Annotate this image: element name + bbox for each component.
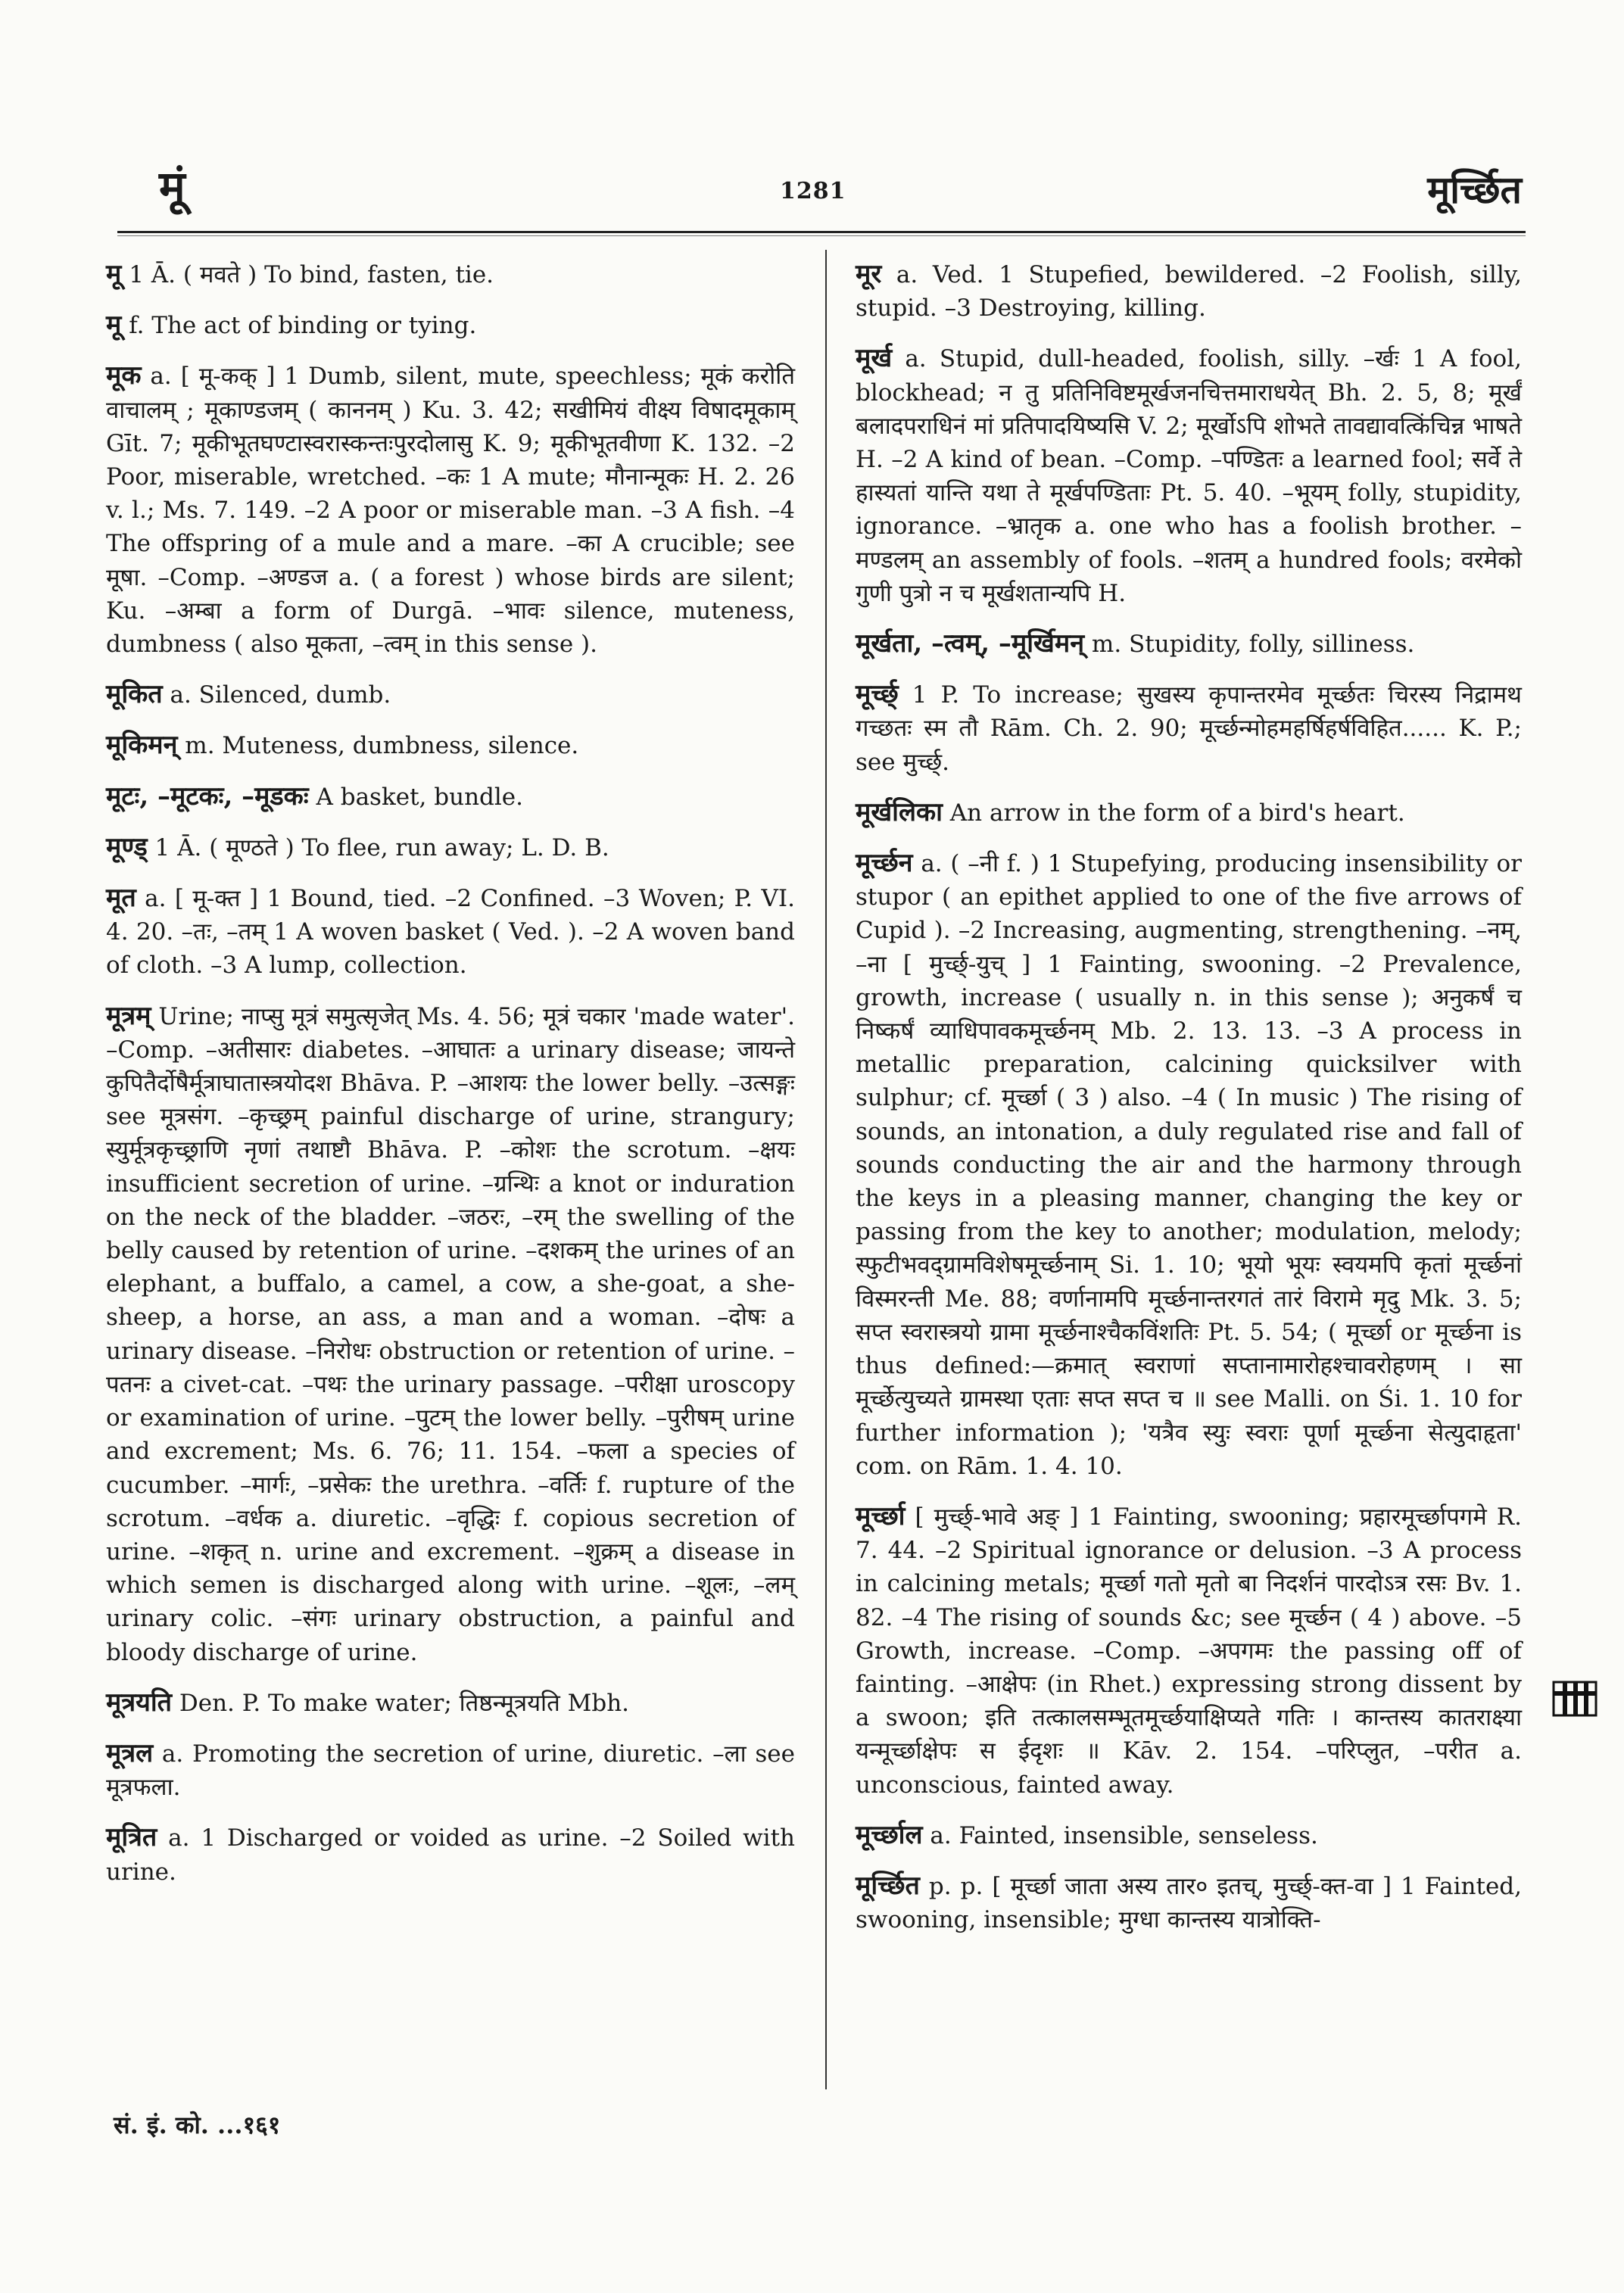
dictionary-entry [106, 678, 795, 712]
dictionary-entry [856, 1869, 1522, 1936]
entry-definition: 1 Ā. ( मूण्ठते ) To flee, run away; L. D. B. [147, 833, 609, 861]
page-number: 1281 [780, 178, 846, 204]
page-header [114, 155, 1529, 223]
entry-definition: a. Silenced, dumb. [162, 681, 391, 709]
dictionary-entry [106, 881, 795, 983]
dictionary-entry [106, 830, 795, 865]
dictionary-entry [856, 341, 1522, 610]
dictionary-entry [856, 1818, 1522, 1852]
entry-headword: मूर्च्छाल [856, 1819, 923, 1850]
entry-definition: a. [ मू-क्त ] 1 Bound, tied. –2 Confined. –3 Woven; P. VI. 4. 20. –तः, –तम् 1 A woven basket ( Ved. ). –2 A woven band of cloth. –3 A lump, collection. [106, 885, 795, 980]
entry-definition: a. Ved. 1 Stupefied, bewildered. –2 Foolish, silly, stupid. –3 Destroying, killing. [856, 261, 1522, 322]
entry-definition: a. [ मू-कक् ] 1 Dumb, silent, mute, speechless; मूकं करोति वाचालम् ; मूकाण्डजम् ( काननम् ) Ku. 3. 42; सखीमियं वीक्ष्य विषादमूकाम् Gīt. 7; मूकीभूतघण्टास्वरास्कन्तःपुरदोलासु K. 9; मूकीभूतवीणा K. 132. –2 Poor, miserable, wretched. –कः 1 A mute; मौनान्मूकः H. 2. 26 v. l.; Ms. 7. 149. –2 A poor or miserable man. –3 A fish. –4 The offspring of a mule and a mare. –का A crucible; see मूषा. –Comp. –अण्डज a. ( a forest ) whose birds are silent; Ku. –अम्बा a form of Durgā. –भावः silence, muteness, dumbness ( also मूकता, –त्वम् in this sense ). [106, 363, 795, 659]
left-running-headword: मूं [159, 161, 185, 213]
entry-headword: मूर्खता, –त्वम्, –मूर्खिमन् [856, 628, 1085, 659]
entry-headword: मूकित [106, 679, 163, 710]
entry-headword: मूर्च्छन [856, 848, 913, 879]
entry-headword: मू [106, 259, 122, 289]
dictionary-entry [856, 678, 1522, 779]
dictionary-entry [856, 257, 1522, 325]
entry-definition: 1 Ā. ( मवते ) To bind, fasten, tie. [121, 261, 494, 288]
entry-headword: मूर [856, 259, 882, 289]
dictionary-entry [106, 257, 795, 291]
entry-headword: मूटः, –मूटकः, –मूडकः [106, 780, 309, 812]
entry-definition: A basket, bundle. [308, 783, 523, 811]
entry-definition: a. Stupid, dull-headed, foolish, silly. –र्खः 1 A fool, blockhead; न तु प्रतिनिविष्टमूर्खजनचित्तमाराधयेत् Bh. 2. 5, 8; मूर्खं बलादपराधिनं मां प्रतिपादयिष्यसि V. 2; मूर्खोऽपि शोभते तावद्यावत्किंचिन्न भाषते H. –2 A kind of bean. –Comp. –पण्डितः a learned fool; सर्वे ते हास्यतां यान्ति यथा ते मूर्खपण्डिताः Pt. 5. 40. –भूयम् folly, stupidity, ignorance. –भ्रातृक a. one who has a foolish brother. –मण्डलम् an assembly of fools. –शतम् a hundred fools; वरमेको गुणी पुत्रो न च मूर्खशतान्यपि H. [856, 345, 1522, 607]
entry-definition: Urine; नाप्सु मूत्रं समुत्सृजेत् Ms. 4. 56; मूत्रं चकार 'made water'. –Comp. –अतीसारः diabetes. –आघातः a urinary disease; जायन्ते कुपितैर्दोषैर्मूत्राघातास्त्रयोदश Bhāva. P. –आशयः the lower belly. –उत्सङ्गः see मूत्रसंग. –कृच्छ्रम् painful discharge of urine, strangury; स्युर्मूत्रकृच्छ्राणि नृणां तथाष्टौ Bhāva. P. –कोशः the scrotum. –क्षयः insufficient secretion of urine. –ग्रन्थिः a knot or induration on the neck of the bladder. –जठरः, –रम् the swelling of the belly caused by retention of urine. –दशकम् the urines of an elephant, a buffalo, a camel, a cow, a she-goat, a she-sheep, a horse, an ass, a man and a woman. –दोषः a urinary disease. –निरोधः obstruction or retention of urine. –पतनः a civet-cat. –पथः the urinary passage. –परीक्षा uroscopy or examination of urine. –पुटम् the lower belly. –पुरीषम् urine and excrement; Ms. 6. 76; 11. 154. –फला a species of cucumber. –मार्गः, –प्रसेकः the urethra. –वर्तिः f. rupture of the scrotum. –वर्धक a. diuretic. –वृद्धिः f. copious secretion of urine. –शकृत् n. urine and excrement. –शुक्रम् a disease in which semen is discharged along with urine. –शूलः, –लम् urinary colic. –संगः urinary obstruction, a painful and bloody discharge of urine. [106, 1002, 795, 1666]
dictionary-entry [106, 308, 795, 342]
header-rule [117, 231, 1526, 236]
entry-definition: a. ( –नी f. ) 1 Stupefying, producing insensibility or stupor ( an epithet applied to one of the five arrows of Cupid ). –2 Increasing, augmenting, strengthening. –नम्, –ना [ मुर्च्छ्-युच् ] 1 Fainting, swooning. –2 Prevalence, growth, increase ( usually n. in this sense ); अनुकर्षं च निष्कर्षं व्याधिपावकमूर्च्छनम् Mb. 2. 13. 13. –3 A process in metallic preparation, calcining quicksilver with sulphur; cf. मूर्च्छा ( 3 ) also. –4 ( In music ) The rising of sounds, an intonation, a duly regulated rise and fall of sounds conducting the air and the harmony through the keys in a pleasing manner, changing the key or passing from the key to another; modulation, melody; स्फुटीभवद्ग्रामविशेषमूर्च्छनाम् Si. 1. 10; भूयो भूयः स्वयमपि कृतां मूर्च्छनां विस्मरन्ती Me. 88; वर्णानामपि मूर्च्छनान्तरगतं तारं विरामे मृदु Mk. 3. 5; सप्त स्वरास्त्रयो ग्रामा मूर्च्छनाश्चैकविंशतिः Pt. 5. 54; ( मूर्च्छा or मूर्च्छना is thus defined:—क्रमात् स्वराणां सप्तानामारोहश्चावरोहणम् । सा मूर्च्छेत्युच्यते ग्रामस्था एताः सप्त सप्त च ॥ see Malli. on Śi. 1. 10 for further information ); 'यत्रैव स्युः स्वराः पूर्णा मूर्च्छना सेत्युदाहृता' com. on Rām. 1. 4. 10. [856, 850, 1522, 1480]
entry-definition: a. 1 Discharged or voided as urine. –2 Soiled with urine. [106, 1824, 795, 1886]
entry-headword: मूकिमन् [106, 730, 178, 761]
right-column [856, 257, 1522, 1947]
entry-headword: मूर्ख [856, 343, 893, 374]
entry-headword: मूर्च्छा [856, 1500, 906, 1531]
dictionary-entry [106, 1686, 795, 1720]
entry-headword: मू [106, 310, 122, 341]
dictionary-entry [856, 796, 1522, 830]
entry-headword: मूत्रयति [106, 1687, 173, 1718]
entry-definition: f. The act of binding or tying. [121, 312, 477, 340]
dictionary-entry [856, 1500, 1522, 1802]
entry-definition: m. Muteness, dumbness, silence. [177, 732, 579, 760]
dictionary-entry [106, 780, 795, 814]
entry-headword: मूर्च्छ् [856, 679, 899, 710]
entry-definition: 1 P. To increase; सुखस्य कृपान्तरमेव मूर्च्छतः चिरस्य निद्रामथ गच्छतः स्म तौ Rām. Ch. 2. 90; मूर्च्छन्मोहमहर्षिहर्षविहित...... K. P.; see मुर्च्छ्. [856, 681, 1522, 776]
dictionary-entry [856, 846, 1522, 1483]
entry-headword: मूत [106, 883, 136, 914]
signature-mark: सं. इं. को. ...१६१ [114, 2111, 281, 2139]
dictionary-entry [106, 359, 795, 661]
left-column [106, 257, 795, 1899]
entry-definition: [ मुर्च्छ्-भावे अङ् ] 1 Fainting, swooning; प्रहारमूर्च्छापगमे R. 7. 44. –2 Spiritual ignorance or delusion. –3 A process in calcining metals; मूर्च्छा गतो मृतो बा निदर्शनं पारदोऽत्र रसः Bv. 1. 82. –4 The rising of sounds &c; see मूर्च्छन ( 4 ) above. –5 Growth, increase. –Comp. –अपगमः the passing off of fainting. –आक्षेपः (in Rhet.) expressing strong dissent by a swoon; इति तत्कालसम्भूतमूर्च्छयाक्षिप्यते गतिः । कान्तस्य कातराक्ष्या यन्मूर्च्छाक्षेपः स ईदृशः ॥ Kāv. 2. 154. –परिप्लुत, –परीत a. unconscious, fainted away. [856, 1503, 1522, 1799]
dictionary-entry [106, 728, 795, 762]
entry-headword: मूक [106, 360, 142, 391]
entry-headword: मूर्च्छित [856, 1870, 920, 1901]
entry-definition: An arrow in the form of a bird's heart. [942, 799, 1405, 827]
dictionary-entry [856, 627, 1522, 661]
dictionary-entry [106, 999, 795, 1669]
dictionary-entry [106, 1821, 795, 1888]
entry-definition: p. p. [ मूर्च्छा जाता अस्य तार० इतच्, मुर्च्छ्-क्त-वा ] 1 Fainted, swooning, insensible; मुग्धा कान्तस्य यात्रोक्ति- [856, 1872, 1522, 1934]
entry-headword: मूण्ड् [106, 831, 148, 862]
entry-headword: मूर्खलिका [856, 796, 943, 827]
right-running-headword: मूर्च्छित [1427, 167, 1522, 212]
entry-definition: m. Stupidity, folly, silliness. [1084, 631, 1415, 659]
entry-definition: Den. P. To make water; तिष्ठन्मूत्रयति Mbh. [172, 1689, 630, 1717]
column-divider [825, 250, 827, 2089]
entry-headword: मूत्रल [106, 1737, 154, 1768]
dictionary-entry [106, 1737, 795, 1804]
entry-definition: a. Fainted, insensible, senseless. [922, 1821, 1318, 1849]
entry-definition: a. Promoting the secretion of urine, diuretic. –ला see मूत्रफला. [106, 1740, 795, 1802]
thumb-index-tab-icon [1552, 1679, 1598, 1718]
entry-headword: मूत्रम् [106, 1000, 151, 1031]
entry-headword: मूत्रित [106, 1822, 157, 1853]
